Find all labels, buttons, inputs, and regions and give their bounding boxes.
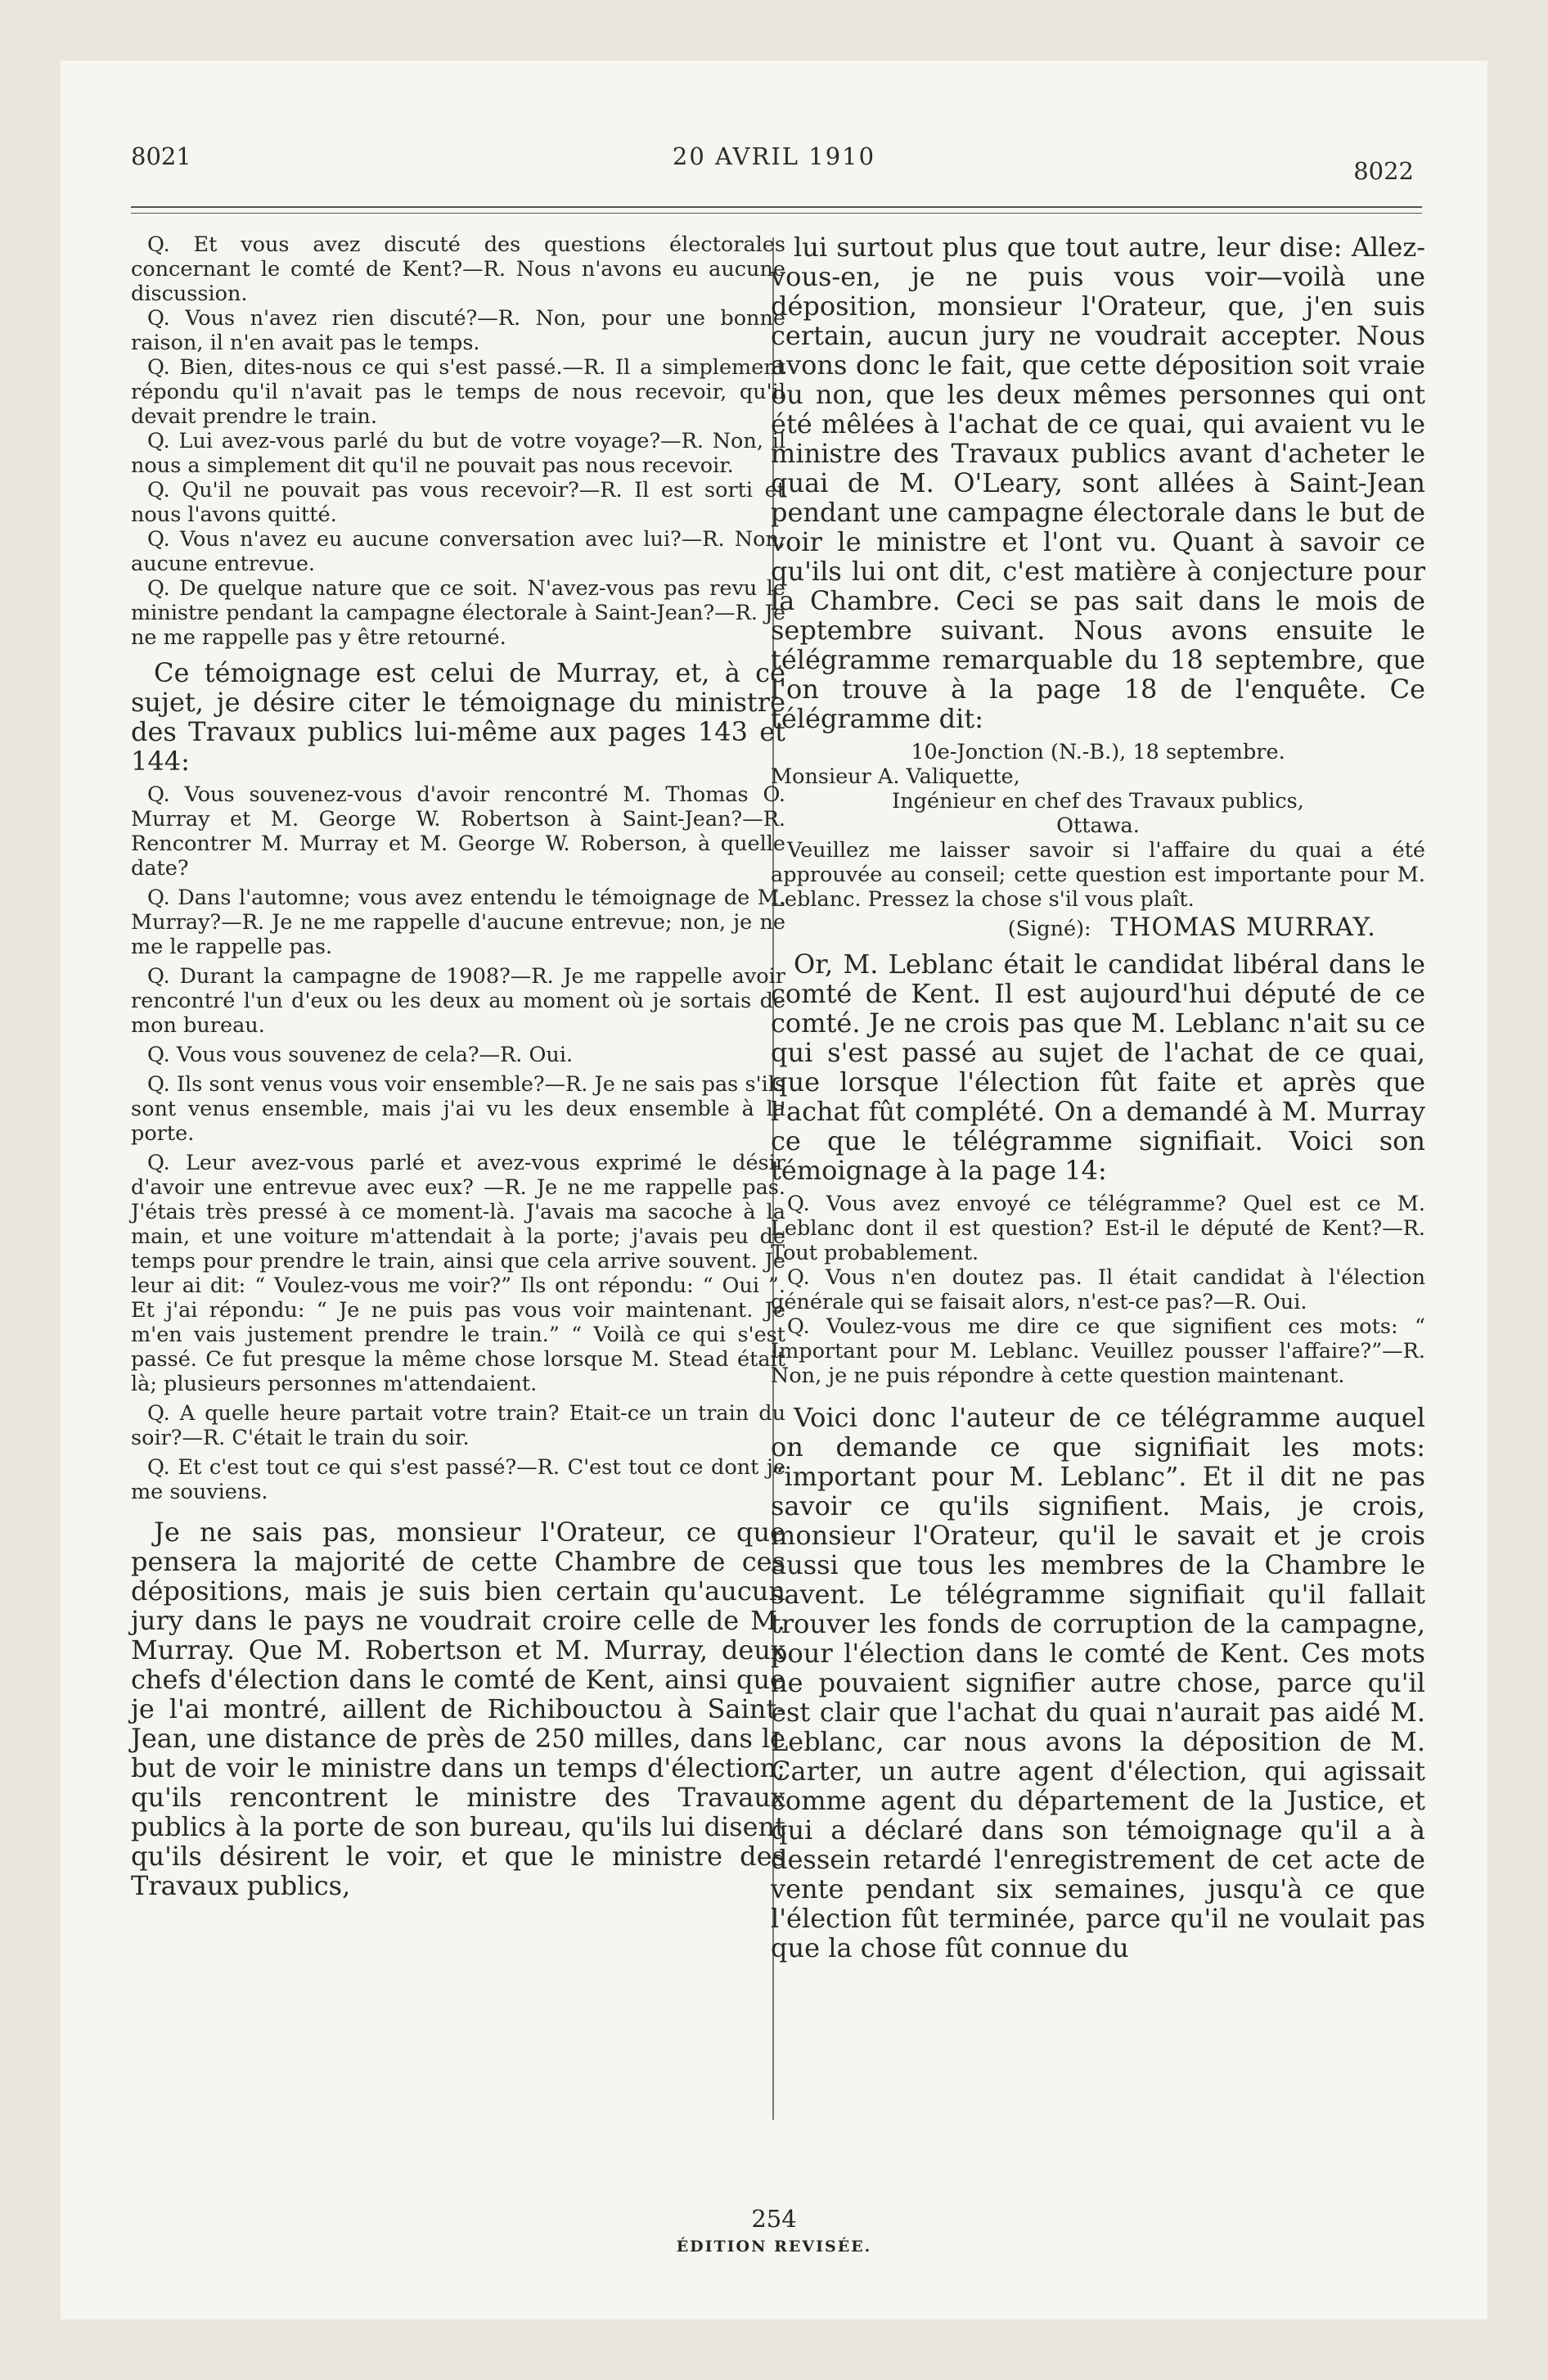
telegram-salutation: Monsieur A. Valiquette, — [771, 764, 1020, 789]
qa-paragraph: Q. Vous n'avez eu aucune conversation avec lui?—R. Non, aucune entrevue. — [131, 527, 785, 576]
qa-paragraph: Q. Vous souvenez-vous d'avoir rencontré M. Thomas O. Murray et M. George W. Robertson à Saint-Jean?—R. Rencontrer M. Murray et M. George W. Roberson, à quelle date? — [131, 782, 785, 881]
footer-page-number: 254 — [751, 2205, 797, 2233]
page-header — [61, 142, 1487, 192]
qa-paragraph: Q. Et c'est tout ce qui s'est passé?—R. C'est tout ce dont je me souviens. — [131, 1455, 785, 1504]
telegram-place-date: 10e-Jonction (N.-B.), 18 septembre. — [911, 740, 1285, 764]
header-rule — [131, 206, 1422, 208]
header-rule-thin — [131, 213, 1422, 214]
qa-paragraph: Q. Vous vous souvenez de cela?—R. Oui. — [147, 1043, 574, 1067]
qa-paragraph: Q. Vous n'avez rien discuté?—R. Non, pour une bonne raison, il n'en avait pas le temps. — [131, 306, 785, 355]
right-page-number: 8022 — [1353, 157, 1414, 185]
qa-paragraph: Q. Vous avez envoyé ce télégramme? Quel est ce M. Leblanc dont il est question? Est-il le député de Kent?—R. Tout probablement. — [771, 1192, 1425, 1265]
qa-paragraph: Q. Leur avez-vous parlé et avez-vous exprimé le désir d'avoir une entrevue avec eux? —R. Je ne me rappelle pas. J'étais très pressé à ce moment-là. J'avais ma sacoche à la main, et une voiture m'attendait à la porte; j'avais peu de temps pour prendre le train, ainsi que cela arrive souvent. Je leur ai dit: “ Voulez-vous me voir?” Ils ont répondu: “ Oui ”. Et j'ai répondu: “ Je ne puis pas vous voir maintenant. Je m'en vais justement prendre le train.” “ Voilà ce qui s'est passé. Ce fut presque la même chose lorsque M. Stead était là; plusieurs personnes m'attendaient. — [131, 1151, 785, 1396]
qa-paragraph: Q. Voulez-vous me dire ce que signifient ces mots: “ Important pour M. Leblanc. Veuillez pousser l'affaire?”—R. Non, je ne puis répondre à cette question maintenant. — [771, 1314, 1425, 1388]
telegram-signed-label: (Signé): — [1007, 917, 1091, 941]
left-page-number: 8021 — [131, 142, 191, 170]
telegram-recipient-city: Ottawa. — [1056, 814, 1140, 838]
qa-paragraph: Q. Durant la campagne de 1908?—R. Je me rappelle avoir rencontré l'un d'eux ou les deux au moment où je sortais de mon bureau. — [131, 964, 785, 1038]
telegram-recipient-title: Ingénieur en chef des Travaux publics, — [892, 789, 1304, 814]
right-column — [771, 232, 1425, 1969]
qa-paragraph: Q. Dans l'automne; vous avez entendu le témoignage de M. Murray?—R. Je ne me rappelle d'aucune entrevue; non, je ne me le rappelle pas. — [131, 886, 785, 959]
header-date: 20 AVRIL 1910 — [672, 142, 876, 170]
speech-paragraph: Voici donc l'auteur de ce télégramme auquel on demande ce que signifiait les mots: “important pour M. Leblanc”. Et il dit ne pas savoir ce qu'ils signifient. Mais, je crois, monsieur l'Orateur, qu'il le savait et je crois aussi que tous les membres de la Chambre le savent. Le télégramme signifiait qu'il fallait trouver les fonds de corruption de la campagne, pour l'élection dans le comté de Kent. Ces mots ne pouvaient signifier autre chose, parce qu'il est clair que l'achat du quai n'aurait pas aidé M. Leblanc, car nous avons la déposition de M. Carter, un autre agent d'élection, qui agissait comme agent du département de la Justice, et qui a déclaré dans son témoignage qu'il a à dessein retardé l'enregistrement de cet acte de vente pendant six semaines, jusqu'à ce que l'élection fût terminée, parce qu'il ne voulait pas que la chose fût connue du — [771, 1402, 1425, 1963]
document-page — [61, 61, 1487, 2319]
qa-paragraph: Q. Et vous avez discuté des questions électorales concernant le comté de Kent?—R. Nous n'avons eu aucune discussion. — [131, 232, 785, 306]
speech-paragraph: Ce témoignage est celui de Murray, et, à ce sujet, je désire citer le témoignage du ministre des Travaux publics lui-même aux pages 143 et 144: — [131, 657, 785, 777]
speech-paragraph: Je ne sais pas, monsieur l'Orateur, ce que pensera la majorité de cette Chambre de ces dépositions, mais je suis bien certain qu'aucun jury dans le pays ne voudrait croire celle de M. Murray. Que M. Robertson et M. Murray, deux chefs d'élection dans le comté de Kent, ainsi que je l'ai montré, aillent de Richibouctou à Saint-Jean, une distance de près de 250 milles, dans le but de voir le ministre dans un temps d'élection; qu'ils rencontrent le ministre des Travaux publics à la porte de son bureau, qu'ils lui disent qu'ils désirent le voir, et que le ministre des Travaux publics, — [131, 1517, 785, 1901]
left-column — [131, 232, 785, 1907]
telegram-signer: THOMAS MURRAY. — [1110, 913, 1376, 942]
qa-paragraph: Q. Vous n'en doutez pas. Il était candidat à l'élection générale qui se faisait alors, n'est-ce pas?—R. Oui. — [771, 1265, 1425, 1314]
speech-paragraph: lui surtout plus que tout autre, leur dise: Allez-vous-en, je ne puis vous voir—voilà une déposition, monsieur l'Orateur, que, j'en suis certain, aucun jury ne voudrait accepter. Nous avons donc le fait, que cette déposition soit vraie ou non, que les deux mêmes personnes qui ont été mêlées à l'achat de ce quai, qui avaient vu le ministre des Travaux publics avant d'acheter le quai de M. O'Leary, sont allées à Saint-Jean pendant une campagne électorale dans le but de voir le ministre et l'ont vu. Quant à savoir ce qu'ils lui ont dit, c'est matière à conjecture pour la Chambre. Ceci se pas sait dans le mois de septembre suivant. Nous avons ensuite le télégramme remarquable du 18 septembre, que l'on trouve à la page 18 de l'enquête. Ce télégramme dit: — [771, 232, 1425, 734]
qa-paragraph: Q. De quelque nature que ce soit. N'avez-vous pas revu le ministre pendant la campagne électorale à Saint-Jean?—R. Je ne me rappelle pas y être retourné. — [131, 576, 785, 650]
qa-paragraph: Q. Qu'il ne pouvait pas vous recevoir?—R. Il est sorti et nous l'avons quitté. — [131, 478, 785, 527]
telegram-body: Veuillez me laisser savoir si l'affaire du quai a été approuvée au conseil; cette question est importante pour M. Leblanc. Pressez la chose s'il vous plaît. — [771, 838, 1425, 912]
speech-paragraph: Or, M. Leblanc était le candidat libéral dans le comté de Kent. Il est aujourd'hui député de ce comté. Je ne crois pas que M. Leblanc n'ait su ce qui s'est passé au sujet de l'achat de ce quai, que lorsque l'élection fût faite et après que l'achat fût complété. On a demandé à M. Murray ce que le télégramme signifiait. Voici son témoignage à la page 14: — [771, 949, 1425, 1186]
qa-paragraph: Q. Ils sont venus vous voir ensemble?—R. Je ne sais pas s'ils sont venus ensemble, mais j'ai vu les deux ensemble à la porte. — [131, 1072, 785, 1146]
qa-paragraph: Q. Bien, dites-nous ce qui s'est passé.—R. Il a simplement répondu qu'il n'avait pas le temps de nous recevoir, qu'il devait prendre le train. — [131, 355, 785, 429]
qa-paragraph: Q. Lui avez-vous parlé du but de votre voyage?—R. Non, il nous a simplement dit qu'il ne pouvait pas nous recevoir. — [131, 429, 785, 478]
footer-edition: ÉDITION REVISÉE. — [676, 2238, 872, 2256]
qa-paragraph: Q. A quelle heure partait votre train? Etait-ce un train du soir?—R. C'était le train du soir. — [131, 1401, 785, 1450]
telegram-signature — [771, 915, 1425, 941]
telegram-quote — [771, 740, 1425, 941]
